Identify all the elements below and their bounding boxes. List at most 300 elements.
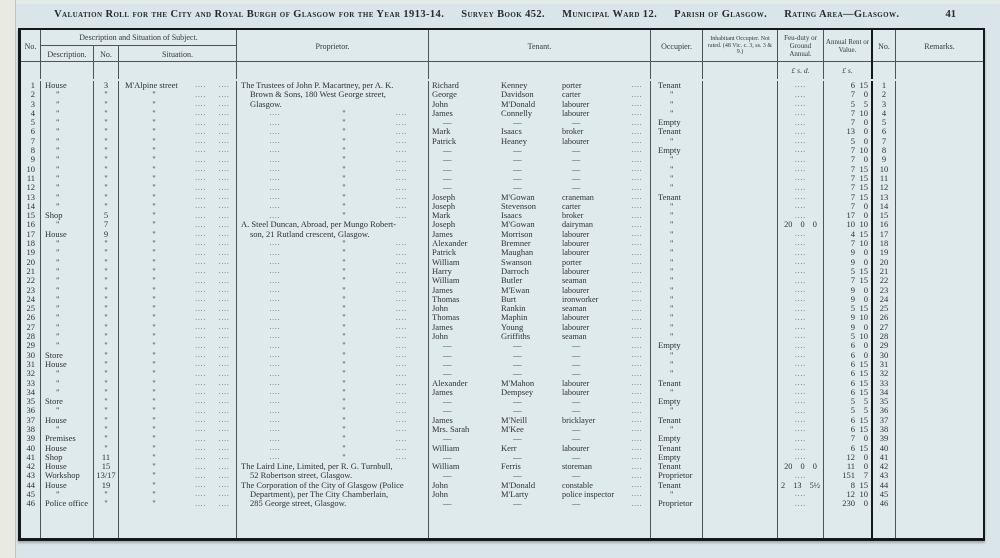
cell-situation [118,165,236,174]
tenant-forename: — [443,117,452,128]
cell-proprietor [236,137,428,146]
annual-rent-units: £ s. [823,62,871,79]
dots-leader: .... [269,388,281,397]
tenant-surname: — [513,433,522,444]
cell-entry-no-right: 30 [871,351,895,360]
cell-situation [118,90,236,99]
tenant-forename: — [443,145,452,156]
cell-tenant [428,323,650,332]
cell-entry-no-right: 18 [871,239,895,248]
situation-name: " [152,479,156,490]
filler-cell [895,509,983,538]
cell-tenant [428,453,650,462]
tenant-surname: M'Kee [501,423,524,434]
dots-leader: .... [195,155,207,164]
cell-entry-no: 15 [26,210,35,221]
dots-leader: .... [631,248,643,257]
cell-feu-duty [777,434,823,443]
dots-leader: .... [795,304,806,313]
tenant-occupation: — [572,424,581,434]
rent-shillings: 15 [859,172,868,183]
rent-shillings: 10 [859,219,868,230]
cell-entry-no: 6 [30,126,35,137]
cell-street-no: " [93,295,118,304]
cell-description: " [40,276,93,285]
dots-leader: .... [631,360,643,369]
table-row [21,332,983,341]
ditto-mark: " [342,377,346,388]
rent-shillings: 0 [863,433,868,444]
situation-name: " [152,247,156,258]
cell-description: House [40,416,93,425]
cell-proprietor [236,397,428,406]
cell-occupier: " [650,295,702,304]
cell-occupier: Tenant [650,481,702,490]
tenant-occupation: seaman [562,304,587,314]
cell-street-no: " [93,388,118,397]
tenant-surname: — [513,117,522,128]
cell-situation [118,220,236,229]
cell-street-no: " [93,332,118,341]
tenant-occupation: porter [562,257,582,267]
rent-pounds: 151 [842,470,855,481]
cell-entry-no: 7 [30,135,35,146]
dots-leader: .... [269,137,281,146]
rent-pounds: 6 [850,368,855,379]
dots-leader: .... [195,90,207,99]
tenant-forename: William [432,256,460,267]
tenant-forename: William [432,461,460,472]
rent-shillings: 15 [859,265,868,276]
header-street-no: No. [93,46,118,62]
table-row [21,360,983,369]
cell-situation [118,248,236,257]
rent-pounds: 12 [846,451,855,462]
tenant-occupation: dairyman [562,220,593,230]
tenant-occupation: — [572,434,581,444]
tenant-forename: James [432,414,453,425]
tenant-forename: George [432,89,457,100]
cell-remarks [895,481,983,490]
cell-street-no: " [93,202,118,211]
cell-street-no: " [93,406,118,415]
cell-occupier: Empty [650,341,702,350]
situation-name: " [152,275,156,286]
cell-remarks [895,118,983,127]
rent-shillings: 10 [859,312,868,323]
cell-street-no: " [93,267,118,276]
rent-pounds: 7 [850,89,855,100]
tenant-surname: Dempsey [501,386,534,397]
ditto-mark: " [342,386,346,397]
cell-inhabitant-occupier [702,155,777,164]
filler-cell [118,509,236,538]
cell-feu-duty [777,351,823,360]
tenant-occupation: — [572,118,581,128]
cell-inhabitant-occupier [702,183,777,192]
cell-entry-no-right: 39 [871,434,895,443]
cell-tenant [428,332,650,341]
cell-feu-duty [777,425,823,434]
rent-pounds: 6 [850,80,855,90]
ditto-mark: " [342,414,346,425]
situation-name: " [152,312,156,323]
dots-leader: .... [195,202,207,211]
tenant-occupation: labourer [562,99,590,109]
cell-entry-no-right: 19 [871,248,895,257]
ditto-mark: " [342,405,346,416]
dots-leader: .... [631,146,643,155]
rent-shillings: 0 [863,498,868,509]
cell-situation [118,490,236,499]
tenant-forename: Alexander [432,238,468,249]
tenant-occupation: labourer [562,229,590,239]
dots-leader: .... [269,323,281,332]
cell-description: Shop [40,453,93,462]
cell-occupier: " [650,90,702,99]
tenant-surname: — [513,498,522,509]
cell-occupier: Tenant [650,81,702,90]
cell-entry-no: 21 [26,265,35,276]
cell-situation [118,434,236,443]
cell-street-no: " [93,323,118,332]
dots-leader: .... [195,211,207,220]
dots-leader: .... [795,90,806,99]
cell-occupier: " [650,304,702,313]
cell-tenant [428,90,650,99]
rent-shillings: 15 [859,442,868,453]
dots-leader: .... [631,165,643,174]
tenant-surname: Kenney [501,80,528,90]
cell-description: " [40,137,93,146]
cell-street-no: " [93,155,118,164]
dots-leader: .... [631,416,643,425]
ditto-mark: " [342,163,346,174]
cell-description: House [40,481,93,490]
dots-leader: .... [396,192,407,201]
cell-situation [118,286,236,295]
cell-feu-duty [777,174,823,183]
cell-annual-rent [823,499,871,508]
cell-occupier: " [650,425,702,434]
tenant-surname: Kerr [501,442,517,453]
cell-description: " [40,220,93,229]
tenant-occupation: labourer [562,313,590,323]
ditto-mark: " [342,433,346,444]
dots-leader: .... [795,109,806,118]
tenant-forename: William [432,442,460,453]
cell-inhabitant-occupier [702,109,777,118]
cell-inhabitant-occupier [702,360,777,369]
cell-inhabitant-occupier [702,286,777,295]
cell-tenant [428,444,650,453]
ditto-mark: " [342,182,346,193]
header-feu-duty: Feu-duty or Ground Annual. [777,30,823,62]
situation-name: M'Alpine street [125,80,178,90]
tenant-occupation: labourer [562,266,590,276]
cell-description: " [40,118,93,127]
rent-shillings: 15 [859,358,868,369]
cell-description: House [40,360,93,369]
dots-leader: .... [218,378,230,387]
rent-shillings: 10 [859,331,868,342]
ditto-mark: " [342,265,346,276]
dots-leader: .... [218,81,230,90]
cell-inhabitant-occupier [702,304,777,313]
cell-street-no: " [93,109,118,118]
cell-description: " [40,341,93,350]
header-description-situation-group: Description and Situation of Subject. [40,30,236,46]
cell-situation [118,137,236,146]
cell-tenant [428,499,650,508]
dots-leader: .... [195,192,207,201]
title-segment-roll: Valuation Roll for the City and Royal Burgh of Glasgow for the Year 1913-14. [54,8,445,20]
units-spacer [702,62,777,79]
cell-street-no: " [93,174,118,183]
cell-description: Shop [40,211,93,220]
filler-cell [823,509,871,538]
dots-leader: .... [396,369,407,378]
dots-leader: .... [218,146,230,155]
table-row [21,397,983,406]
tenant-occupation: ironworker [562,294,599,304]
cell-entry-no: 29 [26,340,35,351]
cell-occupier: " [650,174,702,183]
rent-shillings: 15 [859,191,868,202]
cell-tenant [428,220,650,229]
dots-leader: .... [396,360,407,369]
cell-entry-no-right: 32 [871,369,895,378]
tenant-occupation: — [572,350,581,360]
table-row [21,146,983,155]
rent-pounds: 5 [850,303,855,314]
rent-pounds: 230 [842,498,855,509]
dots-leader: .... [218,462,230,471]
cell-proprietor [236,379,428,388]
cell-situation [118,313,236,322]
dots-leader: .... [269,434,281,443]
cell-street-no: " [93,313,118,322]
dots-leader: .... [218,406,230,415]
dots-leader: .... [795,118,806,127]
cell-entry-no: 11 [26,172,35,183]
dots-leader: .... [396,323,407,332]
filler-cell [236,509,428,538]
rent-shillings: 10 [859,489,868,500]
table-row [21,341,983,350]
rent-shillings: 0 [863,200,868,211]
cell-entry-no-right: 29 [871,341,895,350]
dots-leader: .... [396,127,407,136]
cell-street-no: " [93,276,118,285]
cell-situation [118,146,236,155]
cell-feu-duty [777,155,823,164]
proprietor-text: The Trustees of John P. Macartney, per A. K. [241,80,394,90]
rent-pounds: 17 [846,210,855,221]
cell-inhabitant-occupier [702,351,777,360]
dots-leader: .... [631,323,643,332]
dots-leader: .... [795,313,806,322]
dots-leader: .... [631,295,643,304]
cell-occupier: " [650,155,702,164]
rent-pounds: 9 [850,293,855,304]
dots-leader: .... [396,332,407,341]
rent-shillings: 0 [863,89,868,100]
dots-leader: .... [195,416,207,425]
cell-tenant [428,258,650,267]
cell-feu-duty [777,397,823,406]
cell-entry-no-right: 13 [871,193,895,202]
proprietor-text: The Laird Line, Limited, per R. G. Turnbull, [241,461,393,472]
cell-description: " [40,425,93,434]
tenant-surname: Swanson [501,256,532,267]
cell-feu-duty [777,118,823,127]
dots-leader: .... [195,127,207,136]
cell-situation [118,81,236,90]
tenant-forename: — [443,451,452,462]
rent-shillings: 0 [863,210,868,221]
cell-street-no: " [93,239,118,248]
cell-situation [118,323,236,332]
cell-proprietor [236,258,428,267]
situation-name: " [152,461,156,472]
cell-remarks [895,406,983,415]
dots-leader: .... [195,174,207,183]
cell-occupier: Tenant [650,462,702,471]
header-proprietor: Proprietor. [236,30,428,62]
tenant-surname: — [513,340,522,351]
cell-proprietor [236,434,428,443]
rent-shillings: 15 [859,368,868,379]
cell-inhabitant-occupier [702,425,777,434]
dots-leader: .... [218,416,230,425]
cell-situation [118,211,236,220]
cell-occupier: " [650,239,702,248]
dots-leader: .... [218,481,230,490]
tenant-forename: — [443,498,452,509]
rent-pounds: 6 [850,423,855,434]
dots-leader: .... [195,388,207,397]
dots-leader: .... [195,230,207,239]
dots-leader: .... [396,304,407,313]
situation-name: " [152,265,156,276]
cell-street-no: 3 [93,81,118,90]
dots-leader: .... [631,90,643,99]
cell-proprietor [236,193,428,202]
tenant-occupation: storeman [562,462,593,472]
proprietor-text: Brown & Sons, 180 West George street, [250,89,386,100]
dots-leader: .... [195,481,207,490]
dots-leader: .... [795,202,806,211]
cell-occupier: " [650,100,702,109]
dots-leader: .... [396,137,407,146]
cell-street-no: " [93,193,118,202]
cell-feu-duty [777,490,823,499]
rent-shillings: 15 [859,80,868,90]
rent-shillings: 0 [863,154,868,165]
page-number: 41 [945,8,956,20]
tenant-forename: Thomas [432,312,460,323]
tenant-surname: Maphin [501,312,528,323]
dots-leader: .... [269,202,281,211]
dots-leader: .... [269,109,281,118]
tenant-surname: Stevenson [501,200,536,211]
cell-street-no: " [93,397,118,406]
situation-name: " [152,154,156,165]
cell-entry-no: 43 [26,470,35,481]
dots-leader: .... [795,360,806,369]
cell-remarks [895,444,983,453]
cell-remarks [895,313,983,322]
cell-remarks [895,193,983,202]
proprietor-text: 285 George street, Glasgow. [250,498,347,509]
dots-leader: .... [631,81,643,90]
dots-leader: .... [631,499,643,508]
units-spacer [895,62,983,79]
cell-situation [118,295,236,304]
dots-leader: .... [631,304,643,313]
rent-pounds: 7 [850,275,855,286]
tenant-forename: Joseph [432,191,456,202]
dots-leader: .... [795,183,806,192]
rent-pounds: 8 [850,479,855,490]
situation-name: " [152,358,156,369]
proprietor-text: son, 21 Rutland crescent, Glasgow. [250,228,370,239]
cell-inhabitant-occupier [702,220,777,229]
cell-entry-no-right: 20 [871,258,895,267]
ditto-mark: " [342,200,346,211]
tenant-occupation: — [572,173,581,183]
filler-cell [702,509,777,538]
cell-feu-duty [777,258,823,267]
cell-occupier: Empty [650,118,702,127]
dots-leader: .... [396,118,407,127]
tenant-forename: — [443,368,452,379]
rent-pounds: 9 [850,256,855,267]
dots-leader: .... [631,285,643,294]
cell-remarks [895,369,983,378]
cell-feu-duty [777,239,823,248]
ditto-mark: " [342,358,346,369]
cell-situation [118,304,236,313]
cell-situation [118,471,236,480]
dots-leader: .... [195,323,207,332]
feu-duty-units: £ s. d. [777,62,823,79]
cell-situation [118,444,236,453]
cell-description: " [40,155,93,164]
ditto-mark: " [342,154,346,165]
rent-shillings: 0 [863,340,868,351]
dots-leader: .... [795,258,806,267]
cell-remarks [895,202,983,211]
dots-leader: .... [795,434,806,443]
dots-leader: .... [631,155,643,164]
dots-leader: .... [795,351,806,359]
dots-leader: .... [218,323,230,332]
cell-tenant [428,127,650,136]
cell-feu-duty [777,499,823,508]
cell-description: " [40,286,93,295]
ditto-mark: " [342,145,346,156]
dots-leader: .... [396,211,407,220]
situation-name: " [152,498,156,509]
tenant-occupation: — [572,155,581,165]
tenant-forename: James [432,386,453,397]
tenant-surname: Bremner [501,238,531,249]
ditto-mark: " [342,442,346,453]
rent-shillings: 15 [859,163,868,174]
dots-leader: .... [218,490,230,499]
